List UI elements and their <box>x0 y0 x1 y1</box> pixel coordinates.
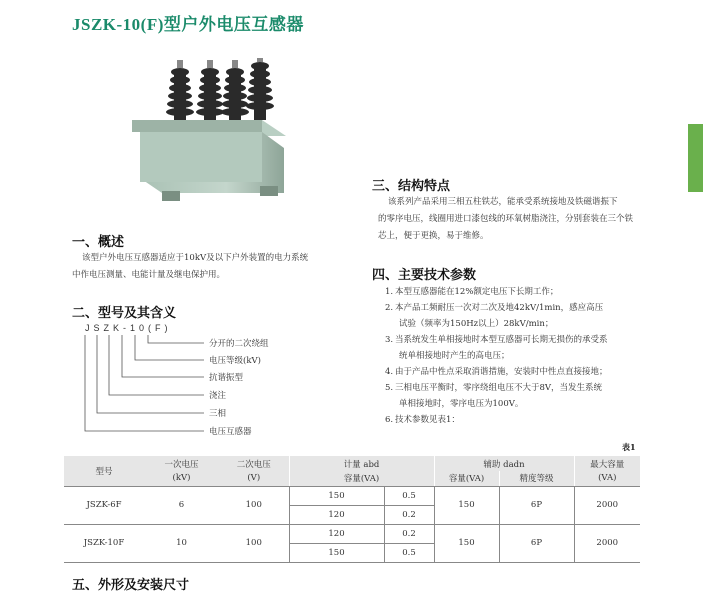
table-row: 120 0.2 <box>64 505 640 524</box>
transformer-image <box>110 58 300 208</box>
model-label-voltage: 电压等级(kV) <box>209 356 261 366</box>
th-primary: 一次电压 <box>164 459 199 470</box>
th-relay-accuracy: 精度等级 <box>499 471 574 486</box>
th-metering-sub: 容量(VA) <box>289 471 434 486</box>
side-tab <box>688 124 703 192</box>
overview-text: 该型户外电压互感器适应于10kV及以下户外装置的电力系统 中作电压测量、电能计量及继电保护用。 <box>72 253 309 280</box>
structure-text: 该系列产品采用三相五柱铁芯，能承受系统接地及铁磁谐振下 的零序电压，线圈用进口漆包线的环氧树脂浇注，分别套装在三个铁 芯上，便于更换，易于维修。 <box>378 197 634 241</box>
param-item: 3. 当系统发生单相接地时本型互感器可长期无损伤的承受系 <box>385 335 608 345</box>
table-row: JSZK-6F 6 100 150 0.5 150 6P 2000 <box>64 486 640 505</box>
section-structure-heading: 三、结构特点 <box>372 179 451 194</box>
model-tree-lines <box>80 335 210 440</box>
section-overview-heading: 一、概述 <box>72 235 125 250</box>
th-relay-capacity: 容量(VA) <box>434 471 499 486</box>
th-metering: 计量 abd <box>289 456 434 471</box>
param-item: 6. 技术参数见表1： <box>385 415 460 425</box>
model-code: JSZK-10(F) <box>85 323 172 333</box>
th-primary-unit: (kV) <box>144 471 219 486</box>
model-label-winding: 分开的二次绕组 <box>209 339 269 349</box>
param-item: 4. 由于产品中性点采取消谐措施，安装时中性点直接接地； <box>385 367 608 377</box>
table-label: 表1 <box>622 442 636 452</box>
params-list: 1. 本型互感器能在12%额定电压下长期工作； 2. 本产品工频耐压一次对二次及地42kV/1min，感应高压 试验（频率为150Hz以上）28kV/min； 3. 当系统发生单相接地时本型互感器可长期无损伤的承受系 统单相接地时产生的高电压； 4. 由于产品中性点采取消谐措施，安装时中性点直接接地； 5. 三相电压平衡时，零序绕组电压不大于8V，当发生系统 单相接地时，零序电压为100V。 6. 技术参数见表1： <box>385 284 685 428</box>
section-params-heading: 四、主要技术参数 <box>372 268 477 283</box>
model-label-three-phase: 三相 <box>209 409 227 419</box>
param-item: 1. 本型互感器能在12%额定电压下长期工作； <box>385 287 559 297</box>
th-model: 型号 <box>64 456 144 486</box>
page-title: JSZK-10(F)型户外电压互感器 <box>72 15 304 34</box>
section-dimensions-heading: 五、外形及安装尺寸 <box>72 578 190 593</box>
param-item: 5. 三相电压平衡时，零序绕组电压不大于8V，当发生系统 <box>385 383 603 393</box>
section-model-heading: 二、型号及其含义 <box>72 306 177 321</box>
th-relay: 辅助 dadn <box>434 456 574 471</box>
table-row: 150 0.5 <box>64 543 640 562</box>
model-label-vt: 电压互感器 <box>209 427 252 437</box>
th-secondary-unit: (V) <box>219 471 289 486</box>
model-label-antiresonance: 抗谐振型 <box>209 373 244 383</box>
table-row: JSZK-10F 10 100 120 0.2 150 6P 2000 <box>64 524 640 543</box>
param-item: 2. 本产品工频耐压一次对二次及地42kV/1min，感应高压 <box>385 303 604 313</box>
th-max-unit: (VA) <box>574 471 640 486</box>
spec-table <box>64 456 640 563</box>
model-label-cast: 浇注 <box>209 391 227 401</box>
th-max: 最大容量 <box>574 456 640 471</box>
th-secondary: 二次电压 <box>236 459 271 470</box>
